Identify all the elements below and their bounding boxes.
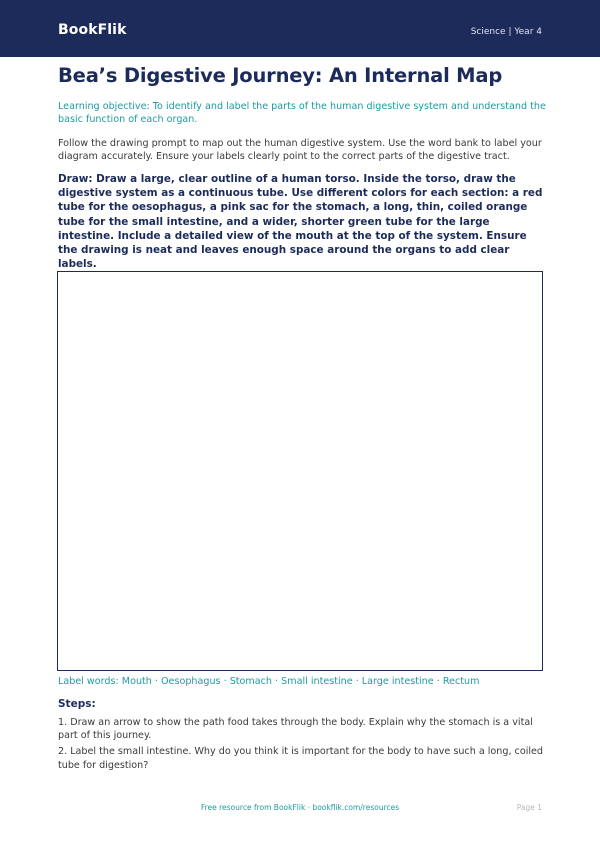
drawing-area[interactable]	[57, 271, 543, 671]
word-bank: Label words: Mouth · Oesophagus · Stomach · Small intestine · Large intestine · Rectum	[58, 676, 480, 687]
subject-year-label: Science | Year 4	[470, 27, 542, 37]
page-title: Bea’s Digestive Journey: An Internal Map	[58, 64, 503, 87]
page-number: Page 1	[516, 803, 542, 812]
draw-prompt: Draw: Draw a large, clear outline of a human torso. Inside the torso, draw the digestive system as a continuous tube. Use different colors for each section: a red tube for the oesophagus, a pink sac for the stomach, a long, thin, coiled orange tube for the small intestine, and a wider, shorter green tube for the large intestine. Include a detailed view of the mouth at the top of the system. Ensure the drawing is neat and leaves enough space around the organs to add clear labels.	[58, 173, 543, 271]
step-item: 1. Draw an arrow to show the path food takes through the body. Explain why the stomach is a vital part of this journey.	[58, 717, 533, 742]
instructions-text: Follow the drawing prompt to map out the human digestive system. Use the word bank to label your diagram accurately. Ensure your labels clearly point to the correct parts of the digestive tract.	[58, 138, 542, 162]
header-bar	[0, 0, 600, 57]
learning-objective: Learning objective: To identify and label the parts of the human digestive system and understand the basic function of each organ.	[58, 101, 546, 125]
steps-list	[58, 716, 548, 775]
step-item: 2. Label the small intestine. Why do you think it is important for the body to have such a long, coiled tube for digestion?	[58, 746, 544, 771]
steps-heading: Steps:	[58, 698, 96, 710]
footer-link[interactable]: Free resource from BookFlik · bookflik.com/resources	[200, 803, 400, 812]
brand-logo[interactable]: BookFlik	[58, 22, 127, 38]
